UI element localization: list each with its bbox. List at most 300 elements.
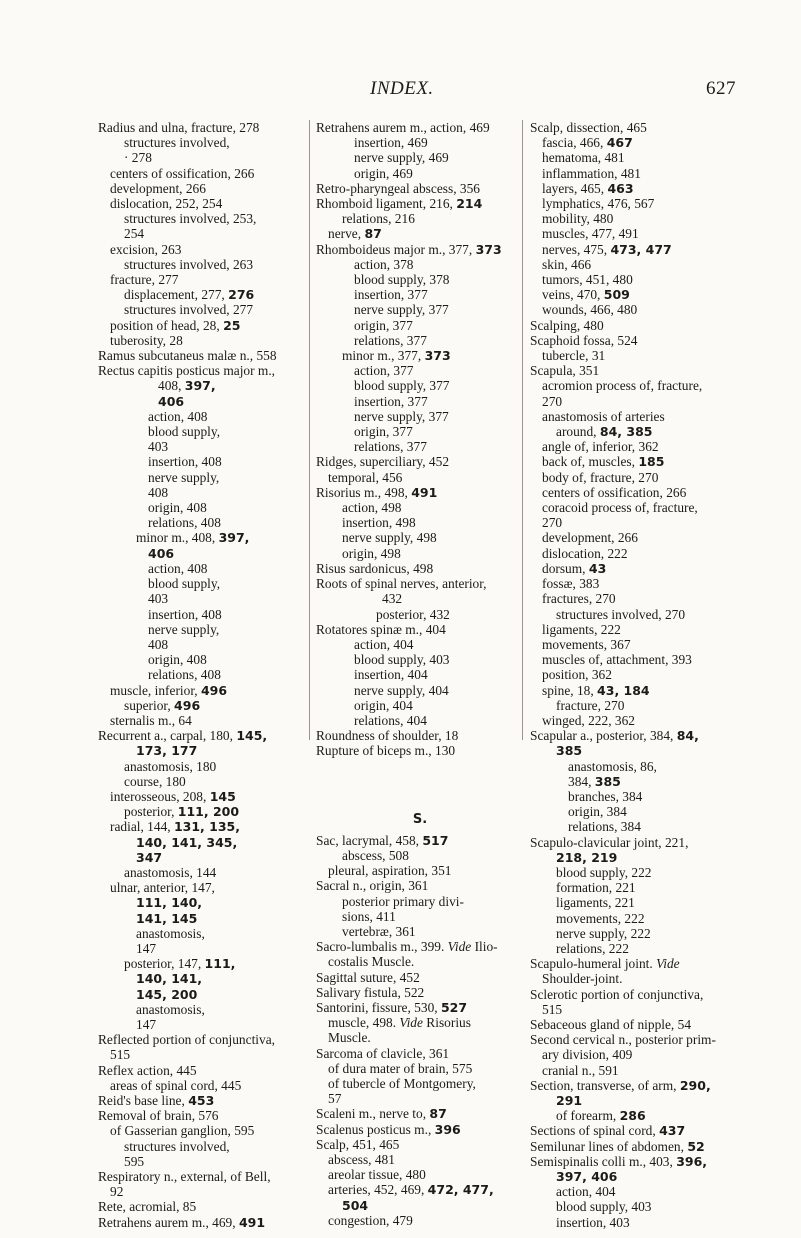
index-subentry bbox=[530, 242, 772, 257]
bold-page-ref: 396, bbox=[676, 1153, 708, 1169]
index-entry bbox=[98, 1063, 304, 1078]
entry-text: superior, bbox=[124, 697, 175, 713]
index-entry bbox=[316, 1122, 524, 1137]
index-subentry bbox=[530, 971, 772, 986]
entry-text: anastomosis, bbox=[136, 1001, 205, 1017]
index-subentry bbox=[530, 226, 772, 241]
entry-text: spine, 18, bbox=[542, 682, 598, 698]
entry-text: coracoid process of, fracture, bbox=[542, 500, 698, 516]
index-subentry bbox=[98, 394, 304, 409]
index-subentry bbox=[530, 257, 772, 272]
entry-text: branches, 384 bbox=[568, 788, 643, 804]
entry-text: ulnar, anterior, 147, bbox=[110, 880, 215, 896]
entry-text: Ridges, superciliary, 452 bbox=[316, 454, 450, 470]
entry-text: veins, 470, bbox=[542, 287, 604, 303]
entry-text: relations, 408 bbox=[148, 515, 221, 531]
entry-text: blood supply, 222 bbox=[556, 864, 652, 880]
bold-page-ref: 396 bbox=[434, 1121, 461, 1137]
index-subentry bbox=[98, 1154, 304, 1169]
bold-page-ref: 373 bbox=[475, 241, 502, 257]
entry-text: movements, 222 bbox=[556, 910, 645, 926]
bold-page-ref: 491 bbox=[238, 1214, 266, 1230]
italic-reference: Vide bbox=[656, 956, 680, 972]
entry-text: Shoulder-joint. bbox=[542, 971, 623, 987]
index-entry bbox=[316, 196, 524, 211]
index-entry bbox=[530, 987, 772, 1002]
index-subentry bbox=[98, 1123, 304, 1138]
entry-text: muscles of, attachment, 393 bbox=[542, 652, 692, 668]
index-subentry bbox=[98, 546, 304, 561]
entry-text: ligaments, 222 bbox=[542, 621, 621, 637]
entry-text: nerve, bbox=[328, 226, 365, 242]
index-subentry bbox=[316, 302, 524, 317]
index-entry bbox=[316, 1000, 524, 1015]
entry-text: acromion process of, fracture, bbox=[542, 378, 703, 394]
entry-text: 515 bbox=[110, 1047, 131, 1063]
entry-text: back of, muscles, bbox=[542, 454, 639, 470]
entry-text: anastomosis of arteries bbox=[542, 408, 665, 424]
entry-text: development, 266 bbox=[542, 530, 638, 546]
entry-text: insertion, 408 bbox=[148, 454, 222, 470]
bold-page-ref: 291 bbox=[556, 1093, 583, 1108]
entry-text: blood supply, bbox=[148, 424, 221, 440]
entry-text: relations, 404 bbox=[354, 712, 427, 728]
index-subentry bbox=[530, 1184, 772, 1199]
index-subentry bbox=[530, 607, 772, 622]
entry-text: blood supply, 403 bbox=[354, 652, 450, 668]
index-subentry bbox=[530, 1108, 772, 1123]
entry-text: dorsum, bbox=[542, 560, 589, 576]
entry-text: sions, 411 bbox=[342, 908, 396, 924]
entry-text: Scaleni m., nerve to, bbox=[316, 1106, 430, 1122]
entry-text: action, 408 bbox=[148, 560, 208, 576]
entry-text: Scalp, 451, 465 bbox=[316, 1136, 400, 1152]
index-subentry bbox=[316, 333, 524, 348]
bold-page-ref: 131, 135, bbox=[173, 819, 241, 835]
entry-text: temporal, 456 bbox=[328, 469, 403, 485]
entry-text: anastomosis, 180 bbox=[124, 758, 217, 774]
entry-text: action, 378 bbox=[354, 256, 414, 272]
index-entry bbox=[530, 728, 772, 743]
index-subentry bbox=[98, 713, 304, 728]
entry-text: Reflex action, 445 bbox=[98, 1062, 197, 1078]
bold-page-ref: 385 bbox=[594, 773, 621, 789]
index-entry bbox=[316, 985, 524, 1000]
entry-text: Rete, acromial, 85 bbox=[98, 1199, 197, 1215]
entry-text: anastomosis, 144 bbox=[124, 864, 217, 880]
index-entry bbox=[316, 743, 524, 758]
entry-text: muscles, 477, 491 bbox=[542, 226, 639, 242]
bold-page-ref: 43 bbox=[588, 560, 607, 576]
entry-text: dislocation, 252, 254 bbox=[110, 196, 223, 212]
index-entry bbox=[530, 1154, 772, 1169]
entry-text: mobility, 480 bbox=[542, 211, 614, 227]
entry-text: areolar tissue, 480 bbox=[328, 1167, 426, 1183]
entry-text: centers of ossification, 266 bbox=[110, 165, 255, 181]
entry-text: blood supply, 377 bbox=[354, 378, 450, 394]
entry-text: Salivary fistula, 522 bbox=[316, 984, 425, 1000]
page-header bbox=[0, 78, 801, 102]
entry-text: movements, 367 bbox=[542, 636, 631, 652]
entry-text: 254 bbox=[124, 226, 145, 242]
index-subentry bbox=[530, 941, 772, 956]
bold-page-ref: 472, 477, bbox=[427, 1182, 494, 1198]
index-subentry bbox=[98, 135, 304, 150]
index-subentry bbox=[98, 835, 304, 850]
index-subentry bbox=[98, 1184, 304, 1199]
entry-text: posterior primary divi- bbox=[342, 893, 464, 909]
entry-text: nerve supply, 404 bbox=[354, 682, 449, 698]
entry-text: anastomosis, bbox=[136, 925, 205, 941]
bold-page-ref: 276 bbox=[228, 287, 255, 303]
index-subentry bbox=[530, 530, 772, 545]
index-subentry bbox=[316, 226, 524, 241]
index-subentry bbox=[530, 698, 772, 713]
entry-text: fossæ, 383 bbox=[542, 576, 600, 592]
bold-page-ref: 437 bbox=[659, 1123, 686, 1139]
index-subentry bbox=[530, 211, 772, 226]
entry-text: nerve supply, bbox=[148, 621, 220, 637]
bold-page-ref: 290, bbox=[679, 1077, 711, 1093]
index-subentry bbox=[530, 150, 772, 165]
index-subentry bbox=[316, 683, 524, 698]
index-subentry bbox=[530, 454, 772, 469]
entry-text: relations, 377 bbox=[354, 439, 427, 455]
entry-text: inflammation, 481 bbox=[542, 165, 641, 181]
index-subentry bbox=[316, 166, 524, 181]
index-subentry bbox=[98, 485, 304, 500]
entry-text: arteries, 452, 469, bbox=[328, 1182, 428, 1198]
entry-text: Sebaceous gland of nipple, 54 bbox=[530, 1016, 692, 1032]
index-entry bbox=[530, 120, 772, 135]
entry-text: layers, 465, bbox=[542, 180, 608, 196]
entry-text: relations, 222 bbox=[556, 940, 629, 956]
entry-text: wounds, 466, 480 bbox=[542, 302, 638, 318]
entry-text: 408 bbox=[148, 484, 169, 500]
index-subentry bbox=[530, 789, 772, 804]
entry-text: fractures, 270 bbox=[542, 591, 616, 607]
index-subentry bbox=[98, 607, 304, 622]
entry-text: structures involved, bbox=[124, 135, 230, 151]
index-subentry bbox=[530, 546, 772, 561]
index-column-2 bbox=[316, 120, 524, 1228]
index-subentry bbox=[530, 683, 772, 698]
index-subentry bbox=[98, 941, 304, 956]
entry-text: congestion, 479 bbox=[328, 1212, 413, 1228]
index-subentry bbox=[98, 956, 304, 971]
index-subentry bbox=[98, 667, 304, 682]
bold-page-ref: 509 bbox=[603, 287, 630, 303]
entry-text: of Gasserian ganglion, 595 bbox=[110, 1123, 255, 1139]
bold-page-ref: 185 bbox=[638, 454, 665, 470]
entry-text: action, 404 bbox=[556, 1184, 616, 1200]
index-subentry bbox=[530, 561, 772, 576]
index-subentry bbox=[316, 1167, 524, 1182]
entry-text: winged, 222, 362 bbox=[542, 712, 635, 728]
running-title: INDEX. bbox=[370, 78, 434, 99]
entry-text: origin, 384 bbox=[568, 804, 627, 820]
index-subentry bbox=[98, 759, 304, 774]
bold-page-ref: 87 bbox=[364, 226, 382, 242]
index-entry bbox=[316, 970, 524, 985]
entry-text: tubercle, 31 bbox=[542, 348, 606, 364]
entry-text: insertion, 408 bbox=[148, 606, 222, 622]
index-subentry bbox=[316, 348, 524, 363]
spacer bbox=[316, 759, 524, 774]
bold-page-ref: 173, 177 bbox=[136, 743, 198, 759]
index-subentry bbox=[316, 515, 524, 530]
entry-text: abscess, 508 bbox=[342, 847, 409, 863]
index-entry bbox=[530, 333, 772, 348]
index-subentry bbox=[98, 211, 304, 226]
entry-text: structures involved, 263 bbox=[124, 256, 254, 272]
entry-text: Sections of spinal cord, bbox=[530, 1123, 660, 1139]
entry-text: 384, bbox=[568, 773, 595, 789]
index-subentry bbox=[316, 1198, 524, 1213]
index-subentry bbox=[98, 196, 304, 211]
index-subentry bbox=[530, 1169, 772, 1184]
entry-text: structures involved, 253, bbox=[124, 211, 257, 227]
index-entry bbox=[98, 1199, 304, 1214]
bold-page-ref: 141, 145 bbox=[136, 910, 198, 926]
index-entry bbox=[316, 1046, 524, 1061]
index-subentry bbox=[98, 272, 304, 287]
bold-page-ref: 84, 385 bbox=[599, 424, 653, 440]
column-divider bbox=[522, 120, 523, 740]
entry-text: origin, 469 bbox=[354, 165, 413, 181]
entry-text: relations, 408 bbox=[148, 667, 221, 683]
entry-text: pleural, aspiration, 351 bbox=[328, 863, 452, 879]
entry-text: insertion, 403 bbox=[556, 1214, 630, 1230]
entry-text: tuberosity, 28 bbox=[110, 332, 183, 348]
entry-text: relations, 384 bbox=[568, 819, 641, 835]
italic-reference: Vide bbox=[447, 939, 472, 955]
entry-text: Rupture of biceps m., 130 bbox=[316, 743, 456, 759]
index-subentry bbox=[316, 1015, 524, 1030]
index-subentry bbox=[530, 804, 772, 819]
entry-text: abscess, 481 bbox=[328, 1152, 395, 1167]
entry-text: Rectus capitis posticus major m., bbox=[98, 363, 276, 379]
bold-page-ref: 406 bbox=[158, 393, 185, 409]
bold-page-ref: 140, 141, 345, bbox=[136, 834, 238, 850]
index-subentry bbox=[530, 819, 772, 834]
index-subentry bbox=[530, 424, 772, 439]
index-subentry bbox=[530, 470, 772, 485]
entry-text: around, bbox=[556, 424, 600, 440]
bold-page-ref: 111, 140, bbox=[136, 895, 203, 911]
entry-text: insertion, 404 bbox=[354, 667, 428, 683]
index-subentry bbox=[316, 530, 524, 545]
bold-page-ref: 145 bbox=[209, 788, 236, 804]
entry-text: minor m., 377, bbox=[342, 348, 425, 364]
index-subentry bbox=[530, 1002, 772, 1017]
entry-text: 515 bbox=[542, 1001, 563, 1017]
index-subentry bbox=[98, 242, 304, 257]
entry-text: of tubercle of Montgomery, bbox=[328, 1075, 476, 1091]
bold-page-ref: 373 bbox=[424, 348, 451, 364]
index-entry bbox=[316, 561, 524, 576]
index-entry bbox=[316, 576, 524, 591]
bold-page-ref: 527 bbox=[440, 999, 468, 1015]
index-subentry bbox=[530, 713, 772, 728]
index-subentry bbox=[98, 1078, 304, 1093]
entry-text: 92 bbox=[110, 1184, 124, 1200]
index-subentry bbox=[98, 470, 304, 485]
bold-page-ref: 43, 184 bbox=[597, 682, 650, 698]
index-subentry bbox=[530, 926, 772, 941]
index-subentry bbox=[98, 409, 304, 424]
entry-text: insertion, 377 bbox=[354, 287, 428, 303]
entry-text: 408, bbox=[158, 378, 185, 394]
index-subentry bbox=[530, 272, 772, 287]
entry-text: excision, 263 bbox=[110, 241, 182, 257]
entry-text: nerve supply, 377 bbox=[354, 408, 449, 424]
entry-text: Sacro-lumbalis m., 399. bbox=[316, 939, 448, 955]
entry-text: skin, 466 bbox=[542, 256, 592, 272]
entry-text: Semilunar lines of abdomen, bbox=[530, 1138, 688, 1154]
entry-text: position of head, 28, bbox=[110, 317, 224, 333]
index-subentry bbox=[530, 667, 772, 682]
index-entry bbox=[98, 1032, 304, 1047]
entry-text: vertebræ, 361 bbox=[342, 923, 416, 939]
entry-text: course, 180 bbox=[124, 773, 186, 789]
index-subentry bbox=[530, 439, 772, 454]
index-subentry bbox=[98, 515, 304, 530]
index-subentry bbox=[98, 652, 304, 667]
index-subentry bbox=[98, 439, 304, 454]
index-subentry bbox=[316, 272, 524, 287]
index-subentry bbox=[98, 1017, 304, 1032]
entry-text: Ramus subcutaneus malæ n., 558 bbox=[98, 348, 277, 364]
bold-page-ref: 140, 141, bbox=[136, 971, 203, 987]
entry-text: insertion, 377 bbox=[354, 393, 428, 409]
index-subentry bbox=[316, 409, 524, 424]
index-subentry bbox=[316, 150, 524, 165]
entry-text: action, 408 bbox=[148, 408, 208, 424]
entry-text: Scalp, dissection, 465 bbox=[530, 120, 647, 135]
entry-text: Risus sardonicus, 498 bbox=[316, 560, 434, 576]
index-column-3 bbox=[530, 120, 772, 1230]
index-entry bbox=[530, 1017, 772, 1032]
index-entry bbox=[316, 622, 524, 637]
index-entry bbox=[98, 348, 304, 363]
index-entry bbox=[98, 363, 304, 378]
entry-text: posterior, bbox=[124, 804, 178, 820]
index-subentry bbox=[316, 211, 524, 226]
entry-text: Sac, lacrymal, 458, bbox=[316, 832, 423, 848]
index-subentry bbox=[98, 1139, 304, 1154]
index-subentry bbox=[98, 743, 304, 758]
index-subentry bbox=[530, 485, 772, 500]
entry-text: nerve supply, bbox=[148, 469, 220, 485]
bold-page-ref: 473, 477 bbox=[610, 241, 672, 257]
index-subentry bbox=[316, 1152, 524, 1167]
index-subentry bbox=[530, 895, 772, 910]
index-subentry bbox=[98, 926, 304, 941]
entry-text: posterior, 147, bbox=[124, 956, 205, 972]
entry-text: body of, fracture, 270 bbox=[542, 469, 659, 485]
bold-page-ref: 406 bbox=[148, 545, 175, 561]
index-subentry bbox=[316, 1182, 524, 1197]
entry-text: Respiratory n., external, of Bell, bbox=[98, 1169, 271, 1185]
bold-page-ref: 84, bbox=[676, 728, 699, 744]
bold-page-ref: 397, bbox=[218, 530, 250, 546]
index-subentry bbox=[98, 318, 304, 333]
index-subentry bbox=[98, 576, 304, 591]
entry-text: displacement, 277, bbox=[124, 287, 229, 303]
index-subentry bbox=[316, 470, 524, 485]
entry-text: Scapular a., posterior, 384, bbox=[530, 728, 677, 744]
index-subentry bbox=[98, 683, 304, 698]
entry-text: centers of ossification, 266 bbox=[542, 484, 687, 500]
index-subentry bbox=[98, 774, 304, 789]
entry-text: blood supply, bbox=[148, 576, 221, 592]
index-subentry bbox=[530, 1199, 772, 1214]
index-subentry bbox=[316, 363, 524, 378]
entry-text: nerves, 475, bbox=[542, 241, 611, 257]
entry-text: posterior, 432 bbox=[376, 606, 450, 622]
entry-text: action, 404 bbox=[354, 636, 414, 652]
index-subentry bbox=[530, 166, 772, 181]
entry-text: origin, 377 bbox=[354, 424, 413, 440]
entry-text: Removal of brain, 576 bbox=[98, 1108, 219, 1124]
entry-text: 270 bbox=[542, 515, 563, 531]
bold-page-ref: 347 bbox=[136, 849, 163, 865]
entry-text: structures involved, 270 bbox=[556, 606, 686, 622]
entry-text: areas of spinal cord, 445 bbox=[110, 1077, 242, 1093]
index-subentry bbox=[530, 1063, 772, 1078]
index-subentry bbox=[530, 409, 772, 424]
index-subentry bbox=[98, 226, 304, 241]
index-subentry bbox=[316, 1030, 524, 1045]
entry-text: 432 bbox=[382, 591, 403, 607]
index-subentry bbox=[98, 971, 304, 986]
entry-text: of forearm, bbox=[556, 1108, 620, 1124]
index-entry bbox=[316, 242, 524, 257]
entry-text: Sagittal suture, 452 bbox=[316, 969, 420, 985]
index-subentry bbox=[316, 591, 524, 606]
bold-page-ref: 496 bbox=[174, 697, 201, 713]
spacer bbox=[316, 789, 524, 804]
entry-text: Scalping, 480 bbox=[530, 317, 604, 333]
index-subentry bbox=[530, 135, 772, 150]
entry-text: Sarcoma of clavicle, 361 bbox=[316, 1045, 450, 1061]
index-subentry bbox=[530, 181, 772, 196]
entry-text: origin, 404 bbox=[354, 697, 413, 713]
index-subentry bbox=[316, 954, 524, 969]
index-entry bbox=[98, 1215, 304, 1230]
entry-text: Roundness of shoulder, 18 bbox=[316, 728, 459, 744]
page-number: 627 bbox=[706, 78, 736, 99]
bold-page-ref: 385 bbox=[556, 743, 583, 759]
index-subentry bbox=[98, 530, 304, 545]
entry-text: nerve supply, 469 bbox=[354, 150, 449, 166]
index-subentry bbox=[98, 850, 304, 865]
index-subentry bbox=[98, 378, 304, 393]
entry-text: ligaments, 221 bbox=[556, 895, 635, 911]
entry-text: anastomosis, 86, bbox=[568, 758, 657, 774]
entry-text: nerve supply, 377 bbox=[354, 302, 449, 318]
index-entry bbox=[316, 1106, 524, 1121]
index-subentry bbox=[530, 515, 772, 530]
entry-text: Risorius m., 498, bbox=[316, 484, 412, 500]
index-subentry bbox=[316, 1061, 524, 1076]
entry-text: Retrahens aurem m., action, 469 bbox=[316, 120, 490, 135]
index-subentry bbox=[316, 909, 524, 924]
entry-text: Sacral n., origin, 361 bbox=[316, 878, 429, 894]
index-subentry bbox=[98, 895, 304, 910]
index-subentry bbox=[316, 848, 524, 863]
